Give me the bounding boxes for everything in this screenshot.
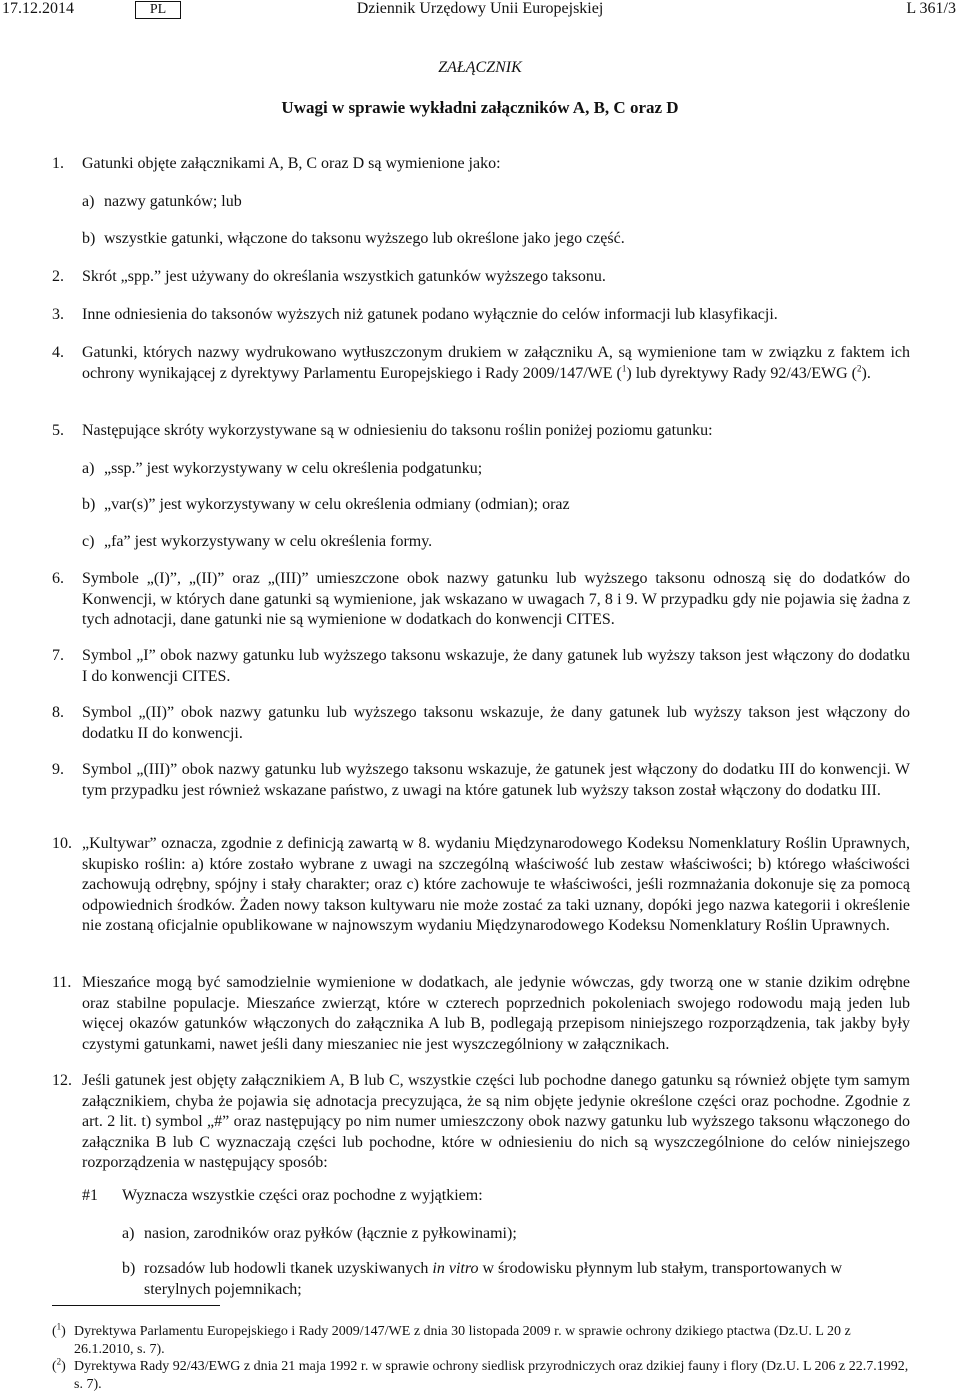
note-number: 5. bbox=[52, 422, 64, 439]
note-5b bbox=[82, 495, 910, 516]
footnote-marker: ($^1$) bbox=[52, 1321, 66, 1339]
note-5 bbox=[52, 421, 910, 442]
note-number: 9. bbox=[52, 761, 64, 778]
note-3 bbox=[52, 305, 910, 326]
list-text: wszystkie gatunki, włączone do taksonu wyższego lub określone jako jego część. bbox=[104, 230, 625, 247]
list-text: nasion, zarodników oraz pyłków (łącznie z pyłkowinami); bbox=[144, 1225, 517, 1242]
annex-title: ZAŁĄCZNIK bbox=[438, 59, 522, 76]
list-text: „ssp.” jest wykorzystywany w celu określenia podgatunku; bbox=[104, 460, 483, 477]
note-number: 4. bbox=[52, 344, 64, 361]
footnote-marker: ($^2$) bbox=[52, 1356, 66, 1374]
note-text: Symbol „(III)” obok nazwy gatunku lub wyższego taksonu wskazuje, że gatunek jest włączony do dodatku III do konwencji. W tym przypadku jest również wskazane państwo, z uwagi na które gatunek lub wyższy takson został włączony do dodatku III. bbox=[82, 761, 910, 799]
note-5a bbox=[82, 459, 910, 480]
publication-date: 17.12.2014 bbox=[2, 0, 74, 17]
list-text: nazwy gatunków; lub bbox=[104, 193, 242, 210]
list-marker: a) bbox=[82, 193, 95, 210]
list-marker: b) bbox=[82, 230, 96, 247]
footnote-2 bbox=[52, 1358, 910, 1393]
journal-title: Dziennik Urzędowy Unii Europejskiej bbox=[356, 0, 604, 17]
footnote-text: Dyrektywa Rady 92/43/EWG z dnia 21 maja 1992 r. w sprawie ochrony siedlisk przyrodniczych oraz dzikiej fauny i flory (Dz.U. L 206 z 22.7.1992, s. 7). bbox=[74, 1359, 909, 1392]
note-number: 12. bbox=[52, 1072, 72, 1089]
note-number: 3. bbox=[52, 306, 64, 323]
list-marker: a) bbox=[122, 1225, 135, 1242]
annotation-1b bbox=[122, 1259, 910, 1300]
note-5c bbox=[82, 532, 910, 553]
note-4 bbox=[52, 343, 910, 384]
list-marker: b) bbox=[82, 496, 96, 513]
list-marker: a) bbox=[82, 460, 95, 477]
note-number: 6. bbox=[52, 570, 64, 587]
list-text: rozsadów lub hodowli tkanek uzyskiwanych in vitro w środowisku płynnym lub stałym, transportowanych w sterylnych pojemnikach; bbox=[144, 1260, 842, 1298]
note-text: „Kultywar” oznacza, zgodnie z definicją zawartą w 8. wydaniu Międzynarodowego Kodeksu Nomenklatury Roślin Uprawnych, skupisko roślin: a) które zostało wybrane z uwagi na szczególną właściwość lub zestaw właściwości; b) którego właściwości zachowują odrębny, spójny i stały charakter; oraz c) które zachowuje te właściwości, jeśli rozmnażania dokonuje się za pomocą odpowiednich środków. Żaden nowy takson kultywaru nie może zostać za taki uznany, dopóki jego nazwa kategorii i określenie nie zostaną oficjalnie opublikowane w najnowszym wydaniu Międzynarodowego Kodeksu Nomenklatury Roślin Uprawnych. bbox=[82, 835, 910, 935]
list-text: „fa” jest wykorzystywany w celu określenia formy. bbox=[104, 533, 433, 550]
note-1b bbox=[82, 229, 910, 250]
page-header bbox=[0, 0, 960, 22]
note-text: Mieszańce mogą być samodzielnie wymienione w dodatkach, ale jedynie wówczas, gdy tworzą one w stanie dzikim odrębne oraz stabilne populacje. Mieszańce zwierząt, które w czterech poprzednich pokoleniach swojego rodowodu mają jeden lub więcej okazów gatunków włączonych do załącznika A lub B, podlegają przepisom niniejszego rozporządzenia, tak jakby były czystymi gatunkami, nawet jeśli dany mieszaniec nie jest wyszczególniony w załącznikach. bbox=[82, 974, 910, 1053]
note-12 bbox=[52, 1071, 910, 1174]
note-text: Symbol „I” obok nazwy gatunku lub wyższego taksonu wskazuje, że dany gatunek lub wyższy takson jest włączony do dodatku I do konwencji CITES. bbox=[82, 647, 910, 685]
list-marker: c) bbox=[82, 533, 95, 550]
note-8 bbox=[52, 703, 910, 744]
annotation-marker: #1 bbox=[82, 1187, 98, 1204]
note-text: Gatunki, których nazwy wydrukowano wytłuszczonym drukiem w załączniku A, są wymienione tam w związku z faktem ich ochrony wynikającej z dyrektywy Parlamentu Europejskiego i Rady 2009/147/WE ($^1$) lub dyrektywy Rady 92/43/EWG ($^2$). bbox=[82, 344, 910, 382]
list-text: „var(s)” jest wykorzystywany w celu określenia odmiany (odmian); oraz bbox=[104, 496, 570, 513]
note-number: 1. bbox=[52, 155, 64, 172]
footnote-divider bbox=[52, 1305, 220, 1306]
footnote-ref-2[interactable]: 2 bbox=[856, 363, 862, 374]
note-number: 10. bbox=[52, 835, 72, 852]
note-text: Inne odniesienia do taksonów wyższych niż gatunek podano wyłącznie do celów informacji lub klasyfikacji. bbox=[82, 306, 778, 323]
annex-subtitle: Uwagi w sprawie wykładni załączników A, B, C oraz D bbox=[281, 98, 679, 117]
note-9 bbox=[52, 760, 910, 801]
note-number: 11. bbox=[52, 974, 72, 991]
annotation-text: Wyznacza wszystkie części oraz pochodne z wyjątkiem: bbox=[122, 1187, 483, 1204]
language-badge: PL bbox=[135, 1, 181, 19]
footnote-ref-1[interactable]: 1 bbox=[621, 363, 627, 374]
note-2 bbox=[52, 267, 910, 288]
note-7 bbox=[52, 646, 910, 687]
note-11 bbox=[52, 973, 910, 1055]
footnote-1 bbox=[52, 1323, 910, 1358]
note-number: 8. bbox=[52, 704, 64, 721]
note-text: Symbol „(II)” obok nazwy gatunku lub wyższego taksonu wskazuje, że dany gatunek lub wyższy takson jest włączony do dodatku II do konwencji. bbox=[82, 704, 910, 742]
note-number: 2. bbox=[52, 268, 64, 285]
note-text: Gatunki objęte załącznikami A, B, C oraz D są wymienione jako: bbox=[82, 155, 501, 172]
footnote-text: Dyrektywa Parlamentu Europejskiego i Rady 2009/147/WE z dnia 30 listopada 2009 r. w sprawie ochrony dzikiego ptactwa (Dz.U. L 20 z 26.1.2010, s. 7). bbox=[74, 1324, 851, 1357]
page-reference: L 361/3 bbox=[906, 0, 956, 17]
list-marker: b) bbox=[122, 1260, 136, 1277]
note-6 bbox=[52, 569, 910, 631]
note-text: Następujące skróty wykorzystywane są w odniesieniu do taksonu roślin poniżej poziomu gatunku: bbox=[82, 422, 713, 439]
note-1a bbox=[82, 192, 910, 213]
annotation-1a bbox=[122, 1224, 910, 1245]
annotation-1 bbox=[82, 1186, 910, 1207]
note-text: Skrót „spp.” jest używany do określania wszystkich gatunków wyższego taksonu. bbox=[82, 268, 606, 285]
note-1 bbox=[52, 154, 910, 175]
note-text: Jeśli gatunek jest objęty załącznikiem A, B lub C, wszystkie części lub pochodne danego gatunku są również objęte tym samym załącznikiem, chyba że pojawia się adnotacja precyzująca, że są nim objęte jedynie określone części oraz pochodne. Zgodnie z art. 2 lit. t) symbol „#” oraz następujący po nim numer umieszczony obok nazwy gatunku lub wyższego taksonu włączonego do załącznika B lub C wyznaczają części lub pochodne, które w odniesieniu do nich są wyszczególnione do celów niniejszego rozporządzenia w następujący sposób: bbox=[82, 1072, 910, 1172]
note-text: Symbole „(I)”, „(II)” oraz „(III)” umieszczone obok nazwy gatunku lub wyższego taksonu odnoszą się do dodatków do Konwencji, w których dane gatunki są wymienione, jak wskazano w uwagach 7, 8 i 9. W przypadku gdy nie pojawia się żadna z tych adnotacji, dane gatunki nie są wymienione w dodatkach do konwencji CITES. bbox=[82, 570, 910, 629]
note-number: 7. bbox=[52, 647, 64, 664]
note-10 bbox=[52, 834, 910, 937]
